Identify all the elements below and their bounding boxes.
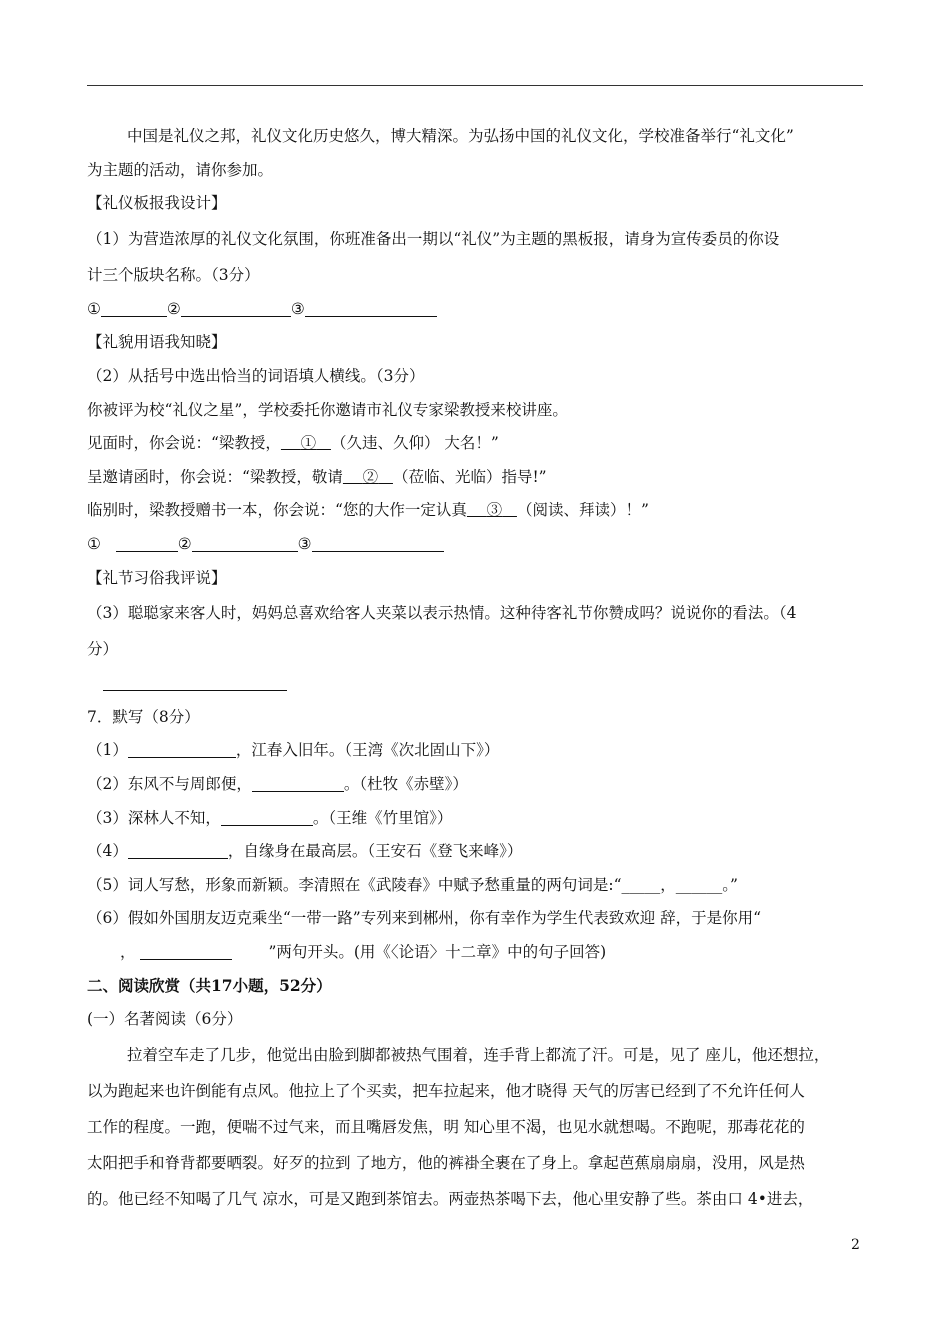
answer-blank[interactable] — [103, 672, 287, 691]
q7-6-prefix: ， — [120, 942, 136, 961]
answer-blank-1[interactable] — [101, 298, 167, 317]
question-1-line-1: （1）为营造浓厚的礼仪文化氛围，你班准备出一期以“礼仪”为主题的黑板报，请身为宣传委员的你设 — [87, 229, 780, 248]
section-title-board: 【礼仪板报我设计】 — [87, 194, 227, 213]
section-title-custom: 【礼节习俗我评说】 — [87, 568, 227, 587]
answer-blank-2[interactable] — [181, 298, 291, 317]
answer-marker-3: ③ — [297, 534, 312, 553]
answer-blank-3[interactable] — [305, 298, 437, 317]
question-7-6-line-2 — [87, 936, 863, 970]
q7-2-suffix: 。（杜牧《赤壁》） — [343, 774, 468, 793]
section-title-polite: 【礼貌用语我知晓】 — [87, 333, 227, 352]
page-number: 2 — [851, 1237, 860, 1253]
invite-blank-marker: ② — [362, 467, 379, 486]
q7-3-blank[interactable] — [221, 807, 313, 826]
q7-1-suffix: ，江春入旧年。（王湾《次北固山下》） — [235, 741, 500, 760]
answer-marker-3: ③ — [290, 299, 305, 318]
question-7-2 — [87, 768, 863, 802]
q7-2-blank[interactable] — [252, 773, 344, 792]
reading-line-1: 拉着空车走了几步，他觉出由脸到脚都被热气围着，连手背上都流了汗。可是，见了 座儿，他还想拉， — [127, 1045, 830, 1064]
q7-4-prefix: （4） — [87, 842, 128, 861]
meeting-blank-marker: ① — [300, 434, 317, 453]
answer-marker-1: ① — [87, 534, 101, 553]
question-3-line-1: （3）聪聪家来客人时，妈妈总喜欢给客人夹菜以表示热情。这种待客礼节你赞成吗？说说你的看法。（4 — [87, 604, 797, 623]
part-2-subtitle: (一）名著阅读（6分） — [87, 1010, 243, 1029]
parting-text: 临别时，梁教授赠书一本，你会说：“您的大作一定认真 — [87, 501, 467, 520]
parting-options: （阅读、拜读）！” — [516, 501, 649, 520]
q7-2-prefix: （2）东风不与周郎便， — [87, 774, 252, 793]
question-7-6-line-1: （6）假如外国朋友迈克乘坐“一带一路”专列来到郴州，你有幸作为学生代表致欢迎 辞，于是你用“ — [87, 909, 762, 928]
answer-marker-2: ② — [166, 299, 181, 318]
parting-blank-marker: ③ — [486, 501, 503, 520]
q7-1-prefix: （1） — [87, 741, 128, 760]
question-2-line-1: （2）从括号中选出恰当的词语填人横线。（3分） — [87, 366, 425, 385]
answer-blank-2[interactable] — [192, 533, 298, 552]
question-2-line-2: 你被评为校“礼仪之星”，学校委托你邀请市礼仪专家梁教授来校讲座。 — [87, 400, 568, 419]
question-2-parting — [87, 494, 863, 528]
q7-6-blank[interactable] — [140, 941, 232, 960]
reading-line-3: 工作的程度。一跑，便喘不过气来，而且嘴唇发焦，明 知心里不渴，也见水就想喝。不跑呢，那毒花花的 — [87, 1117, 805, 1136]
document-body — [87, 120, 863, 1217]
question-2-answers — [87, 528, 863, 562]
question-3-line-2: 分） — [87, 640, 119, 659]
invite-options: （莅临、光临）指导!” — [392, 467, 547, 486]
question-1-line-2: 计三个版块名称。（3分） — [87, 265, 260, 284]
question-7-3 — [87, 802, 863, 836]
answer-blank-3[interactable] — [312, 533, 444, 552]
question-2-meeting — [87, 427, 863, 461]
part-2-title: 二、阅读欣赏（共17小题，52分） — [87, 976, 332, 996]
reading-line-2: 以为跑起来也许倒能有点风。他拉上了个买卖，把车拉起来，他才晓得 天气的厉害已经到了不允许任何人 — [87, 1081, 805, 1100]
question-7-4 — [87, 835, 863, 869]
meeting-text: 见面时，你会说：“梁教授， — [87, 434, 281, 453]
answer-marker-2: ② — [177, 534, 192, 553]
q7-4-blank[interactable] — [128, 840, 228, 859]
q7-3-prefix: （3）深林人不知， — [87, 808, 221, 827]
reading-line-5: 的。他已经不知喝了几气 凉水，可是又跑到茶馆去。两壶热茶喝下去，他心里安静了些。茶由口 4•进去， — [87, 1189, 814, 1208]
q7-6-suffix: ”两句开头。(用《〈论语〉十二章》中的句子回答) — [268, 942, 607, 961]
reading-line-4: 太阳把手和脊背都要晒裂。好歹的拉到 了地方，他的裤褂全裹在了身上。拿起芭蕉扇扇扇，没用，风是热 — [87, 1153, 805, 1172]
question-1-answers — [87, 293, 863, 327]
question-2-invite — [87, 461, 863, 495]
q7-3-suffix: 。（王维《竹里馆》） — [312, 808, 453, 827]
intro-line-1: 中国是礼仪之邦，礼仪文化历史悠久，博大精深。为弘扬中国的礼仪文化，学校准备举行“礼文化” — [127, 127, 794, 145]
invite-blank[interactable] — [343, 468, 393, 486]
question-7-title: 7．默写（8分） — [87, 707, 200, 726]
question-7-1 — [87, 734, 863, 768]
q7-4-suffix: ，自缘身在最高层。（王安石《登飞来峰》） — [227, 842, 523, 861]
invite-text: 呈邀请函时，你会说：“梁教授，敬请 — [87, 467, 343, 486]
header-rule — [87, 85, 863, 86]
intro-line-2: 为主题的活动，请你参加。 — [87, 160, 274, 179]
answer-blank-1[interactable] — [116, 533, 178, 552]
question-3-answer-line — [87, 667, 863, 701]
meeting-blank[interactable] — [281, 434, 331, 452]
meeting-options: （久违、久仰） 大名！” — [330, 434, 499, 453]
question-7-5: （5）词人写愁，形象而新颖。李清照在《武陵春》中赋予愁重量的两句词是:“_____，______。” — [87, 875, 738, 894]
parting-blank[interactable] — [467, 501, 517, 519]
answer-marker-1: ① — [87, 299, 101, 318]
q7-1-blank[interactable] — [128, 739, 236, 758]
